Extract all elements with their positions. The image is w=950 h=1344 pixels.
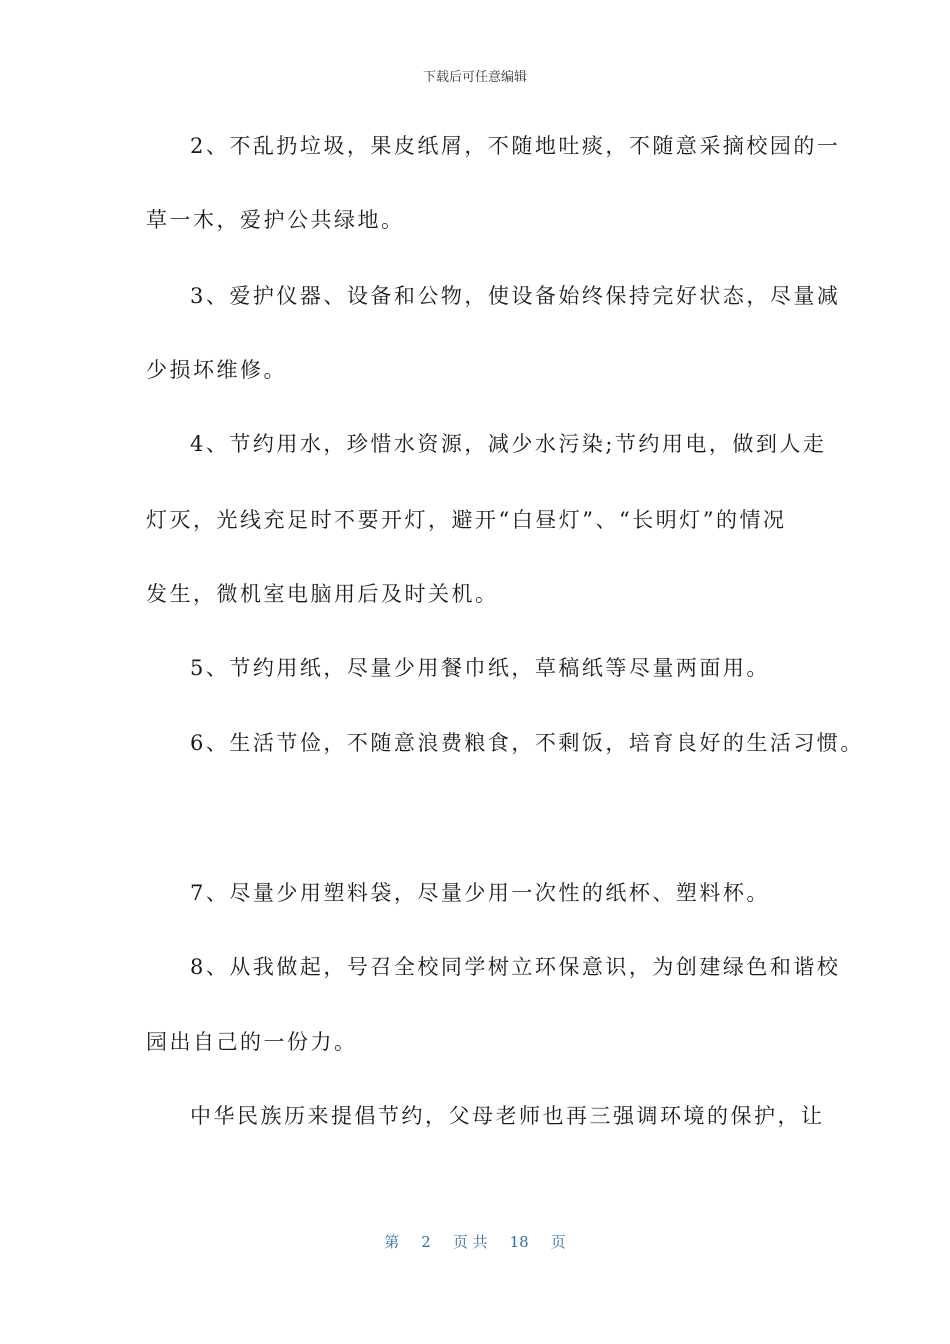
- body-line: 中华民族历来提倡节约，父母老师也再三强调环境的保护，让: [190, 1104, 825, 1128]
- body-line: 6、生活节俭，不随意浪费粮食，不剩饭，培育良好的生活习惯。: [190, 731, 864, 755]
- body-line: 4、节约用水，珍惜水资源，减少水污染;节约用电，做到人走: [190, 432, 827, 456]
- body-line: 5、节约用纸，尽量少用餐巾纸，草稿纸等尽量两面用。: [190, 656, 770, 680]
- footer-prefix: 第: [384, 1233, 400, 1251]
- body-line: 3、爱护仪器、设备和公物，使设备始终保持完好状态，尽量减: [190, 284, 841, 308]
- body-line: 7、尽量少用塑料袋，尽量少用一次性的纸杯、塑料杯。: [190, 881, 770, 905]
- body-line: 8、从我做起，号召全校同学树立环保意识，为创建绿色和谐校: [190, 955, 841, 979]
- body-line: 少损坏维修。: [146, 358, 287, 382]
- footer-suffix: 页: [550, 1233, 566, 1251]
- body-line: 2、不乱扔垃圾，果皮纸屑，不随地吐痰，不随意采摘校园的一: [190, 134, 841, 158]
- body-line: 发生，微机室电脑用后及时关机。: [146, 582, 499, 606]
- current-page-number: 2: [421, 1233, 431, 1251]
- body-line: 草一木，爱护公共绿地。: [146, 208, 405, 232]
- page-footer: [0, 1231, 950, 1252]
- body-line: 灯灭，光线充足时不要开灯，避开“白昼灯”、“长明灯”的情况: [146, 508, 787, 532]
- body-line: 园出自己的一份力。: [146, 1030, 358, 1054]
- total-pages-number: 18: [509, 1233, 529, 1251]
- footer-middle: 页 共: [452, 1233, 488, 1251]
- page-header: 下载后可任意编辑: [422, 70, 527, 85]
